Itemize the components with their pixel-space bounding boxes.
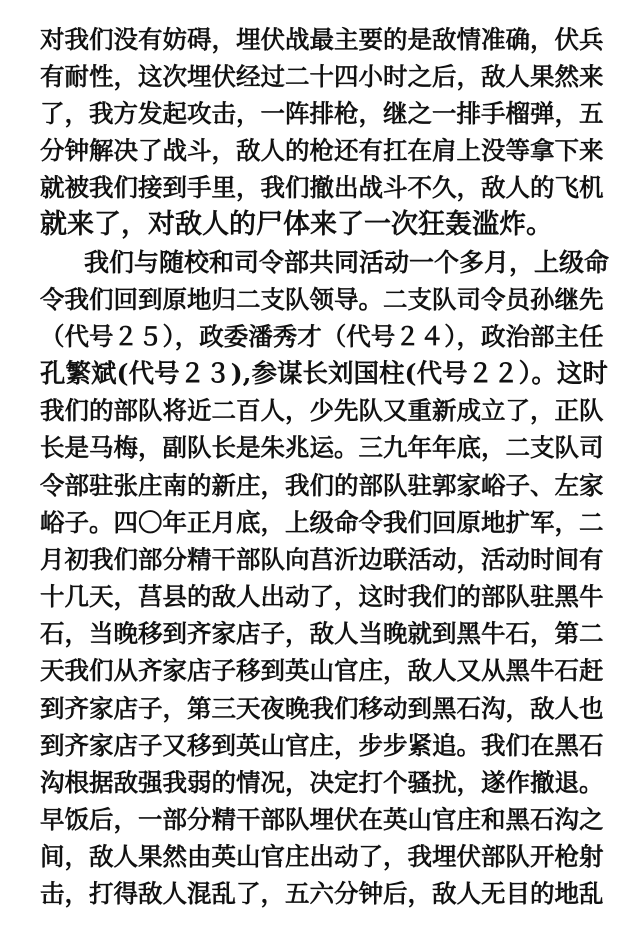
text-line: 月初我们部分精干部队向莒沂边联活动，活动时间有 [40,545,604,574]
text-line: （代号２５），政委潘秀才（代号２４），政治部主任 [40,322,604,351]
text-line: 击，打得敌人混乱了，五六分钟后，敌人无目的地乱 [40,879,604,908]
text-line: 有耐性，这次埋伏经过二十四小时之后，敌人果然来 [40,62,604,91]
text-line: 对我们没有妨碍，埋伏战最主要的是敌情准确，伏兵 [40,25,604,54]
text-line: 我们的部队将近二百人，少先队又重新成立了，正队 [40,396,604,425]
text-line: 长是马梅，副队长是朱兆运。三九年年底，二支队司 [40,433,604,462]
text-line: 十几天，莒县的敌人出动了，这时我们的部队驻黑牛 [40,582,604,611]
text-line: 石，当晚移到齐家店子，敌人当晚就到黑牛石，第二 [40,619,604,648]
text-line: 就被我们接到手里，我们撤出战斗不久，敌人的飞机 [40,173,604,202]
text-line: 令部驻张庄南的新庄，我们的部队驻郭家峪子、左家 [40,471,604,500]
text-line: 令我们回到原地归二支队领导。二支队司令员孙继先 [40,285,604,314]
text-line: 峪子。四〇年正月底，上级命令我们回原地扩军，二 [40,508,604,537]
text-line: 分钟解决了战斗，敌人的枪还有扛在肩上没等拿下来 [40,136,604,165]
text-line: 天我们从齐家店子移到英山官庄，敌人又从黑牛石赶 [40,656,604,685]
text-line: 就来了，对敌人的尸体来了一次狂轰滥炸。 [40,209,553,240]
text-line: 沟根据敌强我弱的情况，决定打个骚扰，遂作撤退。 [40,768,604,797]
text-line: 到齐家店子，第三天夜晚我们移动到黑石沟，敌人也 [40,694,604,723]
text-line: 间，敌人果然由英山官庄出动了，我埋伏部队开枪射 [40,842,604,871]
text-line: 到齐家店子又移到英山官庄，步步紧追。我们在黑石 [40,731,604,760]
text-line: 早饭后，一部分精干部队埋伏在英山官庄和黑石沟之 [40,805,604,834]
text-line: 了，我方发起攻击，一阵排枪，继之一排手榴弹，五 [40,99,604,128]
text-line: 孔繁斌(代号２３),参谋长刘国柱(代号２２）。这时 [40,359,608,389]
paragraph-first-line: 我们与随校和司令部共同活动一个多月，上级命 [84,248,610,277]
